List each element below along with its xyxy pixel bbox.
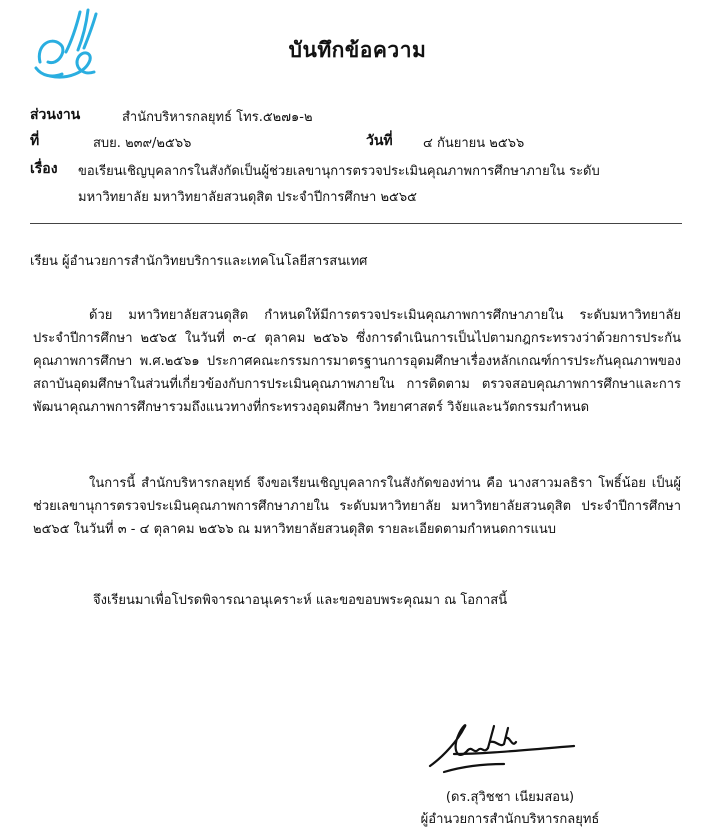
department-value: สำนักบริหารกลยุทธ์ โทร.๕๒๗๑-๒ bbox=[122, 110, 313, 125]
handwritten-signature bbox=[424, 720, 582, 778]
subject-line-2: มหาวิทยาลัย มหาวิทยาลัยสวนดุสิต ประจำปีการศึกษา ๒๕๖๕ bbox=[78, 190, 417, 205]
date-label: วันที่ bbox=[366, 133, 393, 149]
closing-line: จึงเรียนมาเพื่อโปรดพิจารณาอนุเคราะห์ และขอขอบพระคุณมา ณ โอกาสนี้ bbox=[93, 593, 508, 608]
body-paragraph-2: ในการนี้ สำนักบริหารกลยุทธ์ จึงขอเรียนเชิญบุคลากรในสังกัดของท่าน คือ นางสาวมลธิรา โพธิ์น้อย เป็นผู้ช่วยเลขานุการตรวจประเมินคุณภาพการศึกษาภายใน ระดับมหาวิทยาลัย มหาวิทยาลัยสวนดุสิต ประจำปีการศึกษา ๒๕๖๕ ในวันที่ ๓ - ๔ ตุลาคม ๒๕๖๖ ณ มหาวิทยาลัยสวนดุสิต รายละเอียดตามกำหนดการแนบ bbox=[33, 476, 681, 537]
document-number-label: ที่ bbox=[30, 133, 40, 149]
salutation: เรียน ผู้อำนวยการสำนักวิทยบริการและเทคโนโลยีสารสนเทศ bbox=[30, 254, 368, 269]
body-paragraph-1: ด้วย มหาวิทยาลัยสวนดุสิต กำหนดให้มีการตรวจประเมินคุณภาพการศึกษาภายใน ระดับมหาวิทยาลัย ประจำปีการศึกษา ๒๕๖๕ ในวันที่ ๓-๔ ตุลาคม ๒๕๖๖ ซึ่งการดำเนินการเป็นไปตามกฎกระทรวงว่าด้วยการประกันคุณภาพการศึกษา พ.ศ.๒๕๖๑ ประกาศคณะกรรมการมาตรฐานการอุดมศึกษาเรื่องหลักเกณฑ์การประกันคุณภาพของสถาบันอุดมศึกษาในส่วนที่เกี่ยวข้องกับการประเมินคุณภาพภายใน การติดตาม ตรวจสอบคุณภาพการศึกษาและการพัฒนาคุณภาพการศึกษารวมถึงแนวทางที่กระทรวงอุดมศึกษา วิทยาศาสตร์ วิจัยและนวัตกรรมกำหนด bbox=[33, 308, 681, 415]
date-value: ๔ กันยายน ๒๕๖๖ bbox=[423, 136, 525, 151]
document-number-value: สบย. ๒๓๙/๒๕๖๖ bbox=[93, 136, 192, 151]
signer-position: ผู้อำนวยการสำนักบริหารกลยุทธ์ bbox=[420, 812, 600, 827]
signer-name: (ดร.สุวิชชา เนียมสอน) bbox=[445, 790, 575, 805]
header-divider bbox=[30, 223, 682, 224]
department-label: ส่วนงาน bbox=[30, 107, 81, 123]
memo-title: บันทึกข้อความ bbox=[288, 38, 427, 62]
subject-label: เรื่อง bbox=[30, 161, 58, 177]
subject-line-1: ขอเรียนเชิญบุคลากรในสังกัดเป็นผู้ช่วยเลขานุการตรวจประเมินคุณภาพการศึกษาภายใน ระดับ bbox=[78, 164, 600, 179]
